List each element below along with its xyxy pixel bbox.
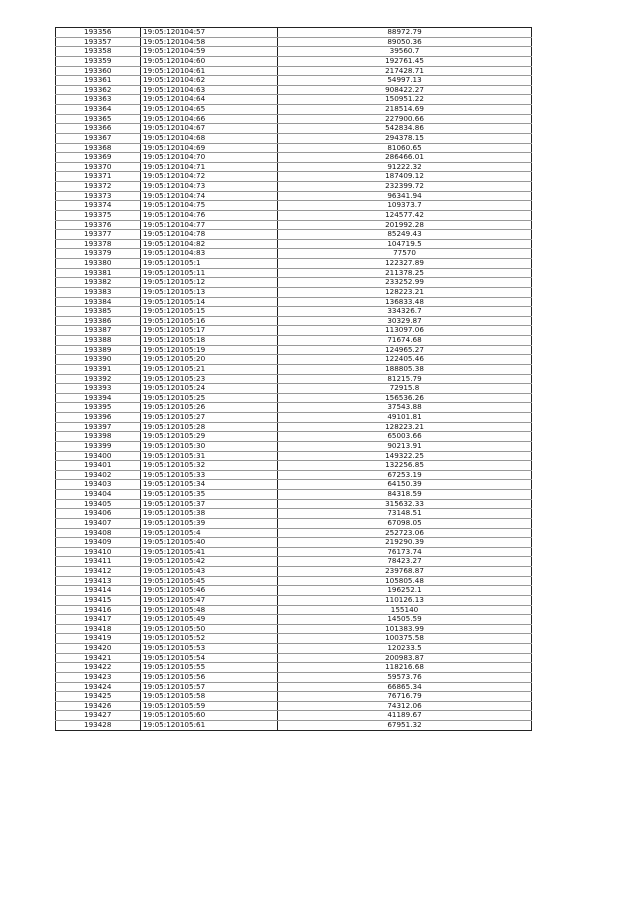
row-amount-cell: 100375.58: [278, 634, 532, 644]
row-id-cell: 193396: [56, 413, 141, 423]
row-id-cell: 193403: [56, 480, 141, 490]
row-id-cell: 193420: [56, 644, 141, 654]
row-id-cell: 193406: [56, 509, 141, 519]
row-id-cell: 193409: [56, 538, 141, 548]
table-row: [56, 230, 532, 240]
row-timestamp-cell: 19:05:120104:57: [141, 28, 278, 38]
row-timestamp-cell: 19:05:120105:61: [141, 721, 278, 731]
row-amount-cell: 286466.01: [278, 153, 532, 163]
table-row: [56, 586, 532, 596]
table-row: [56, 605, 532, 615]
row-id-cell: 193385: [56, 307, 141, 317]
row-amount-cell: 105805.48: [278, 576, 532, 586]
table-row: [56, 509, 532, 519]
row-timestamp-cell: 19:05:120105:1: [141, 259, 278, 269]
row-amount-cell: 81060.65: [278, 143, 532, 153]
row-timestamp-cell: 19:05:120105:30: [141, 441, 278, 451]
row-id-cell: 193404: [56, 490, 141, 500]
table-row: [56, 624, 532, 634]
row-amount-cell: 124577.42: [278, 210, 532, 220]
row-id-cell: 193369: [56, 153, 141, 163]
row-amount-cell: 150951.22: [278, 95, 532, 105]
row-amount-cell: 219290.39: [278, 538, 532, 548]
row-amount-cell: 84318.59: [278, 490, 532, 500]
row-timestamp-cell: 19:05:120104:76: [141, 210, 278, 220]
row-timestamp-cell: 19:05:120105:32: [141, 461, 278, 471]
row-id-cell: 193411: [56, 557, 141, 567]
row-amount-cell: 81215.79: [278, 374, 532, 384]
row-amount-cell: 76716.79: [278, 692, 532, 702]
row-id-cell: 193357: [56, 37, 141, 47]
table-row: [56, 56, 532, 66]
table-row: [56, 634, 532, 644]
row-id-cell: 193421: [56, 653, 141, 663]
row-timestamp-cell: 19:05:120105:48: [141, 605, 278, 615]
row-id-cell: 193372: [56, 182, 141, 192]
table-row: [56, 701, 532, 711]
row-timestamp-cell: 19:05:120105:16: [141, 316, 278, 326]
row-timestamp-cell: 19:05:120104:62: [141, 76, 278, 86]
row-amount-cell: 187409.12: [278, 172, 532, 182]
row-amount-cell: 128223.21: [278, 422, 532, 432]
row-timestamp-cell: 19:05:120104:74: [141, 191, 278, 201]
table-row: [56, 85, 532, 95]
row-id-cell: 193402: [56, 470, 141, 480]
row-id-cell: 193381: [56, 268, 141, 278]
row-timestamp-cell: 19:05:120104:78: [141, 230, 278, 240]
row-id-cell: 193427: [56, 711, 141, 721]
row-id-cell: 193391: [56, 364, 141, 374]
table-row: [56, 336, 532, 346]
row-amount-cell: 201992.28: [278, 220, 532, 230]
row-timestamp-cell: 19:05:120104:73: [141, 182, 278, 192]
row-amount-cell: 64150.39: [278, 480, 532, 490]
row-id-cell: 193392: [56, 374, 141, 384]
table-row: [56, 220, 532, 230]
table-row: [56, 287, 532, 297]
row-timestamp-cell: 19:05:120105:41: [141, 547, 278, 557]
row-id-cell: 193358: [56, 47, 141, 57]
row-amount-cell: 77570: [278, 249, 532, 259]
row-amount-cell: 218514.69: [278, 105, 532, 115]
table-row: [56, 480, 532, 490]
row-id-cell: 193415: [56, 595, 141, 605]
table-row: [56, 249, 532, 259]
row-timestamp-cell: 19:05:120105:31: [141, 451, 278, 461]
row-amount-cell: 37543.88: [278, 403, 532, 413]
row-amount-cell: 908422.27: [278, 85, 532, 95]
row-timestamp-cell: 19:05:120104:82: [141, 239, 278, 249]
row-id-cell: 193363: [56, 95, 141, 105]
table-row: [56, 268, 532, 278]
row-timestamp-cell: 19:05:120105:19: [141, 345, 278, 355]
table-row: [56, 576, 532, 586]
row-timestamp-cell: 19:05:120104:58: [141, 37, 278, 47]
row-amount-cell: 233252.99: [278, 278, 532, 288]
table-row: [56, 711, 532, 721]
row-timestamp-cell: 19:05:120105:52: [141, 634, 278, 644]
row-id-cell: 193390: [56, 355, 141, 365]
row-id-cell: 193398: [56, 432, 141, 442]
row-amount-cell: 252723.06: [278, 528, 532, 538]
row-id-cell: 193414: [56, 586, 141, 596]
transaction-table-body: [56, 28, 532, 731]
row-amount-cell: 156536.26: [278, 393, 532, 403]
table-row: [56, 162, 532, 172]
table-row: [56, 422, 532, 432]
row-timestamp-cell: 19:05:120105:60: [141, 711, 278, 721]
row-id-cell: 193394: [56, 393, 141, 403]
table-row: [56, 403, 532, 413]
row-timestamp-cell: 19:05:120104:83: [141, 249, 278, 259]
row-amount-cell: 200983.87: [278, 653, 532, 663]
row-timestamp-cell: 19:05:120104:75: [141, 201, 278, 211]
row-timestamp-cell: 19:05:120105:59: [141, 701, 278, 711]
row-id-cell: 193400: [56, 451, 141, 461]
row-amount-cell: 232399.72: [278, 182, 532, 192]
row-timestamp-cell: 19:05:120105:26: [141, 403, 278, 413]
row-amount-cell: 239768.87: [278, 567, 532, 577]
table-row: [56, 470, 532, 480]
row-id-cell: 193419: [56, 634, 141, 644]
row-id-cell: 193399: [56, 441, 141, 451]
table-row: [56, 672, 532, 682]
table-row: [56, 124, 532, 134]
table-row: [56, 393, 532, 403]
row-timestamp-cell: 19:05:120104:66: [141, 114, 278, 124]
table-row: [56, 133, 532, 143]
row-timestamp-cell: 19:05:120105:45: [141, 576, 278, 586]
row-id-cell: 193395: [56, 403, 141, 413]
row-timestamp-cell: 19:05:120105:21: [141, 364, 278, 374]
row-id-cell: 193377: [56, 230, 141, 240]
row-timestamp-cell: 19:05:120105:23: [141, 374, 278, 384]
row-amount-cell: 59573.76: [278, 672, 532, 682]
table-row: [56, 37, 532, 47]
row-timestamp-cell: 19:05:120105:49: [141, 615, 278, 625]
table-row: [56, 143, 532, 153]
table-row: [56, 692, 532, 702]
table-row: [56, 28, 532, 38]
row-amount-cell: 149322.25: [278, 451, 532, 461]
row-id-cell: 193378: [56, 239, 141, 249]
table-row: [56, 518, 532, 528]
row-timestamp-cell: 19:05:120105:43: [141, 567, 278, 577]
row-amount-cell: 54997.13: [278, 76, 532, 86]
row-timestamp-cell: 19:05:120104:67: [141, 124, 278, 134]
row-id-cell: 193387: [56, 326, 141, 336]
table-row: [56, 345, 532, 355]
row-timestamp-cell: 19:05:120104:61: [141, 66, 278, 76]
row-timestamp-cell: 19:05:120105:13: [141, 287, 278, 297]
row-amount-cell: 122327.89: [278, 259, 532, 269]
row-timestamp-cell: 19:05:120105:29: [141, 432, 278, 442]
table-row: [56, 432, 532, 442]
row-id-cell: 193413: [56, 576, 141, 586]
row-amount-cell: 113097.06: [278, 326, 532, 336]
table-row: [56, 557, 532, 567]
table-row: [56, 47, 532, 57]
table-row: [56, 95, 532, 105]
row-id-cell: 193376: [56, 220, 141, 230]
row-amount-cell: 128223.21: [278, 287, 532, 297]
row-id-cell: 193428: [56, 721, 141, 731]
row-timestamp-cell: 19:05:120105:14: [141, 297, 278, 307]
row-amount-cell: 65003.66: [278, 432, 532, 442]
row-id-cell: 193383: [56, 287, 141, 297]
row-id-cell: 193405: [56, 499, 141, 509]
row-amount-cell: 88972.79: [278, 28, 532, 38]
row-id-cell: 193410: [56, 547, 141, 557]
row-timestamp-cell: 19:05:120104:72: [141, 172, 278, 182]
row-timestamp-cell: 19:05:120105:57: [141, 682, 278, 692]
row-amount-cell: 118216.68: [278, 663, 532, 673]
row-id-cell: 193422: [56, 663, 141, 673]
row-id-cell: 193367: [56, 133, 141, 143]
row-amount-cell: 192761.45: [278, 56, 532, 66]
row-id-cell: 193373: [56, 191, 141, 201]
row-amount-cell: 542834.86: [278, 124, 532, 134]
row-timestamp-cell: 19:05:120104:65: [141, 105, 278, 115]
row-timestamp-cell: 19:05:120105:17: [141, 326, 278, 336]
row-amount-cell: 85249.43: [278, 230, 532, 240]
row-amount-cell: 155140: [278, 605, 532, 615]
row-timestamp-cell: 19:05:120105:15: [141, 307, 278, 317]
table-row: [56, 490, 532, 500]
row-timestamp-cell: 19:05:120105:33: [141, 470, 278, 480]
table-row: [56, 441, 532, 451]
row-amount-cell: 30329.87: [278, 316, 532, 326]
table-row: [56, 278, 532, 288]
row-id-cell: 193401: [56, 461, 141, 471]
table-row: [56, 76, 532, 86]
row-id-cell: 193360: [56, 66, 141, 76]
table-row: [56, 499, 532, 509]
row-id-cell: 193412: [56, 567, 141, 577]
table-row: [56, 567, 532, 577]
row-timestamp-cell: 19:05:120105:39: [141, 518, 278, 528]
row-id-cell: 193359: [56, 56, 141, 66]
table-row: [56, 653, 532, 663]
row-amount-cell: 104719.5: [278, 239, 532, 249]
row-id-cell: 193371: [56, 172, 141, 182]
row-timestamp-cell: 19:05:120105:55: [141, 663, 278, 673]
row-timestamp-cell: 19:05:120105:34: [141, 480, 278, 490]
row-amount-cell: 334326.7: [278, 307, 532, 317]
row-id-cell: 193375: [56, 210, 141, 220]
row-timestamp-cell: 19:05:120105:42: [141, 557, 278, 567]
row-timestamp-cell: 19:05:120105:20: [141, 355, 278, 365]
row-id-cell: 193365: [56, 114, 141, 124]
row-timestamp-cell: 19:05:120105:58: [141, 692, 278, 702]
row-id-cell: 193416: [56, 605, 141, 615]
row-amount-cell: 74312.06: [278, 701, 532, 711]
row-amount-cell: 39560.7: [278, 47, 532, 57]
row-timestamp-cell: 19:05:120104:68: [141, 133, 278, 143]
table-row: [56, 595, 532, 605]
row-timestamp-cell: 19:05:120104:70: [141, 153, 278, 163]
row-amount-cell: 76173.74: [278, 547, 532, 557]
row-timestamp-cell: 19:05:120104:60: [141, 56, 278, 66]
row-amount-cell: 67098.05: [278, 518, 532, 528]
row-timestamp-cell: 19:05:120104:71: [141, 162, 278, 172]
row-id-cell: 193370: [56, 162, 141, 172]
row-timestamp-cell: 19:05:120105:38: [141, 509, 278, 519]
table-row: [56, 172, 532, 182]
row-amount-cell: 67253.19: [278, 470, 532, 480]
row-id-cell: 193374: [56, 201, 141, 211]
row-timestamp-cell: 19:05:120105:4: [141, 528, 278, 538]
row-amount-cell: 132256.85: [278, 461, 532, 471]
row-id-cell: 193361: [56, 76, 141, 86]
table-row: [56, 259, 532, 269]
row-id-cell: 193382: [56, 278, 141, 288]
row-amount-cell: 120233.5: [278, 644, 532, 654]
table-row: [56, 326, 532, 336]
row-id-cell: 193397: [56, 422, 141, 432]
row-amount-cell: 67951.32: [278, 721, 532, 731]
row-id-cell: 193425: [56, 692, 141, 702]
table-row: [56, 182, 532, 192]
table-row: [56, 615, 532, 625]
row-timestamp-cell: 19:05:120105:24: [141, 384, 278, 394]
table-row: [56, 547, 532, 557]
row-id-cell: 193386: [56, 316, 141, 326]
row-timestamp-cell: 19:05:120105:27: [141, 413, 278, 423]
row-id-cell: 193418: [56, 624, 141, 634]
row-timestamp-cell: 19:05:120105:11: [141, 268, 278, 278]
row-timestamp-cell: 19:05:120105:18: [141, 336, 278, 346]
row-id-cell: 193389: [56, 345, 141, 355]
row-amount-cell: 14505.59: [278, 615, 532, 625]
row-id-cell: 193379: [56, 249, 141, 259]
table-row: [56, 355, 532, 365]
row-timestamp-cell: 19:05:120105:25: [141, 393, 278, 403]
row-id-cell: 193356: [56, 28, 141, 38]
row-timestamp-cell: 19:05:120105:28: [141, 422, 278, 432]
table-row: [56, 239, 532, 249]
row-amount-cell: 96341.94: [278, 191, 532, 201]
table-row: [56, 538, 532, 548]
row-amount-cell: 78423.27: [278, 557, 532, 567]
row-id-cell: 193407: [56, 518, 141, 528]
row-id-cell: 193384: [56, 297, 141, 307]
row-amount-cell: 73148.51: [278, 509, 532, 519]
row-timestamp-cell: 19:05:120105:46: [141, 586, 278, 596]
table-row: [56, 528, 532, 538]
table-row: [56, 105, 532, 115]
row-id-cell: 193364: [56, 105, 141, 115]
row-amount-cell: 66865.34: [278, 682, 532, 692]
table-row: [56, 451, 532, 461]
row-amount-cell: 196252.1: [278, 586, 532, 596]
table-row: [56, 461, 532, 471]
row-id-cell: 193380: [56, 259, 141, 269]
row-amount-cell: 136833.48: [278, 297, 532, 307]
table-row: [56, 663, 532, 673]
row-amount-cell: 72915.8: [278, 384, 532, 394]
row-amount-cell: 91222.32: [278, 162, 532, 172]
row-timestamp-cell: 19:05:120105:53: [141, 644, 278, 654]
table-row: [56, 384, 532, 394]
row-timestamp-cell: 19:05:120104:77: [141, 220, 278, 230]
table-row: [56, 364, 532, 374]
table-row: [56, 66, 532, 76]
row-amount-cell: 110126.13: [278, 595, 532, 605]
table-row: [56, 114, 532, 124]
row-id-cell: 193423: [56, 672, 141, 682]
table-row: [56, 682, 532, 692]
row-timestamp-cell: 19:05:120104:59: [141, 47, 278, 57]
row-amount-cell: 211378.25: [278, 268, 532, 278]
row-id-cell: 193408: [56, 528, 141, 538]
row-timestamp-cell: 19:05:120105:50: [141, 624, 278, 634]
row-id-cell: 193362: [56, 85, 141, 95]
row-amount-cell: 227900.66: [278, 114, 532, 124]
row-amount-cell: 41189.67: [278, 711, 532, 721]
table-row: [56, 201, 532, 211]
table-row: [56, 721, 532, 731]
row-amount-cell: 49101.81: [278, 413, 532, 423]
row-amount-cell: 71674.68: [278, 336, 532, 346]
row-timestamp-cell: 19:05:120105:54: [141, 653, 278, 663]
row-amount-cell: 101383.99: [278, 624, 532, 634]
row-amount-cell: 294378.15: [278, 133, 532, 143]
row-amount-cell: 315632.33: [278, 499, 532, 509]
table-row: [56, 413, 532, 423]
row-timestamp-cell: 19:05:120105:56: [141, 672, 278, 682]
row-amount-cell: 109373.7: [278, 201, 532, 211]
table-row: [56, 307, 532, 317]
row-timestamp-cell: 19:05:120105:40: [141, 538, 278, 548]
transaction-table: [55, 27, 532, 731]
row-timestamp-cell: 19:05:120104:63: [141, 85, 278, 95]
table-row: [56, 374, 532, 384]
table-row: [56, 191, 532, 201]
row-timestamp-cell: 19:05:120104:69: [141, 143, 278, 153]
row-amount-cell: 217428.71: [278, 66, 532, 76]
row-timestamp-cell: 19:05:120105:47: [141, 595, 278, 605]
row-id-cell: 193388: [56, 336, 141, 346]
row-timestamp-cell: 19:05:120105:37: [141, 499, 278, 509]
row-timestamp-cell: 19:05:120105:12: [141, 278, 278, 288]
table-row: [56, 153, 532, 163]
row-amount-cell: 122405.46: [278, 355, 532, 365]
row-timestamp-cell: 19:05:120105:35: [141, 490, 278, 500]
table-row: [56, 644, 532, 654]
row-id-cell: 193417: [56, 615, 141, 625]
row-id-cell: 193368: [56, 143, 141, 153]
row-amount-cell: 90213.91: [278, 441, 532, 451]
row-timestamp-cell: 19:05:120104:64: [141, 95, 278, 105]
table-row: [56, 210, 532, 220]
row-id-cell: 193424: [56, 682, 141, 692]
table-row: [56, 297, 532, 307]
row-amount-cell: 188805.38: [278, 364, 532, 374]
table-row: [56, 316, 532, 326]
row-amount-cell: 124965.27: [278, 345, 532, 355]
row-id-cell: 193426: [56, 701, 141, 711]
row-amount-cell: 89050.36: [278, 37, 532, 47]
row-id-cell: 193393: [56, 384, 141, 394]
row-id-cell: 193366: [56, 124, 141, 134]
